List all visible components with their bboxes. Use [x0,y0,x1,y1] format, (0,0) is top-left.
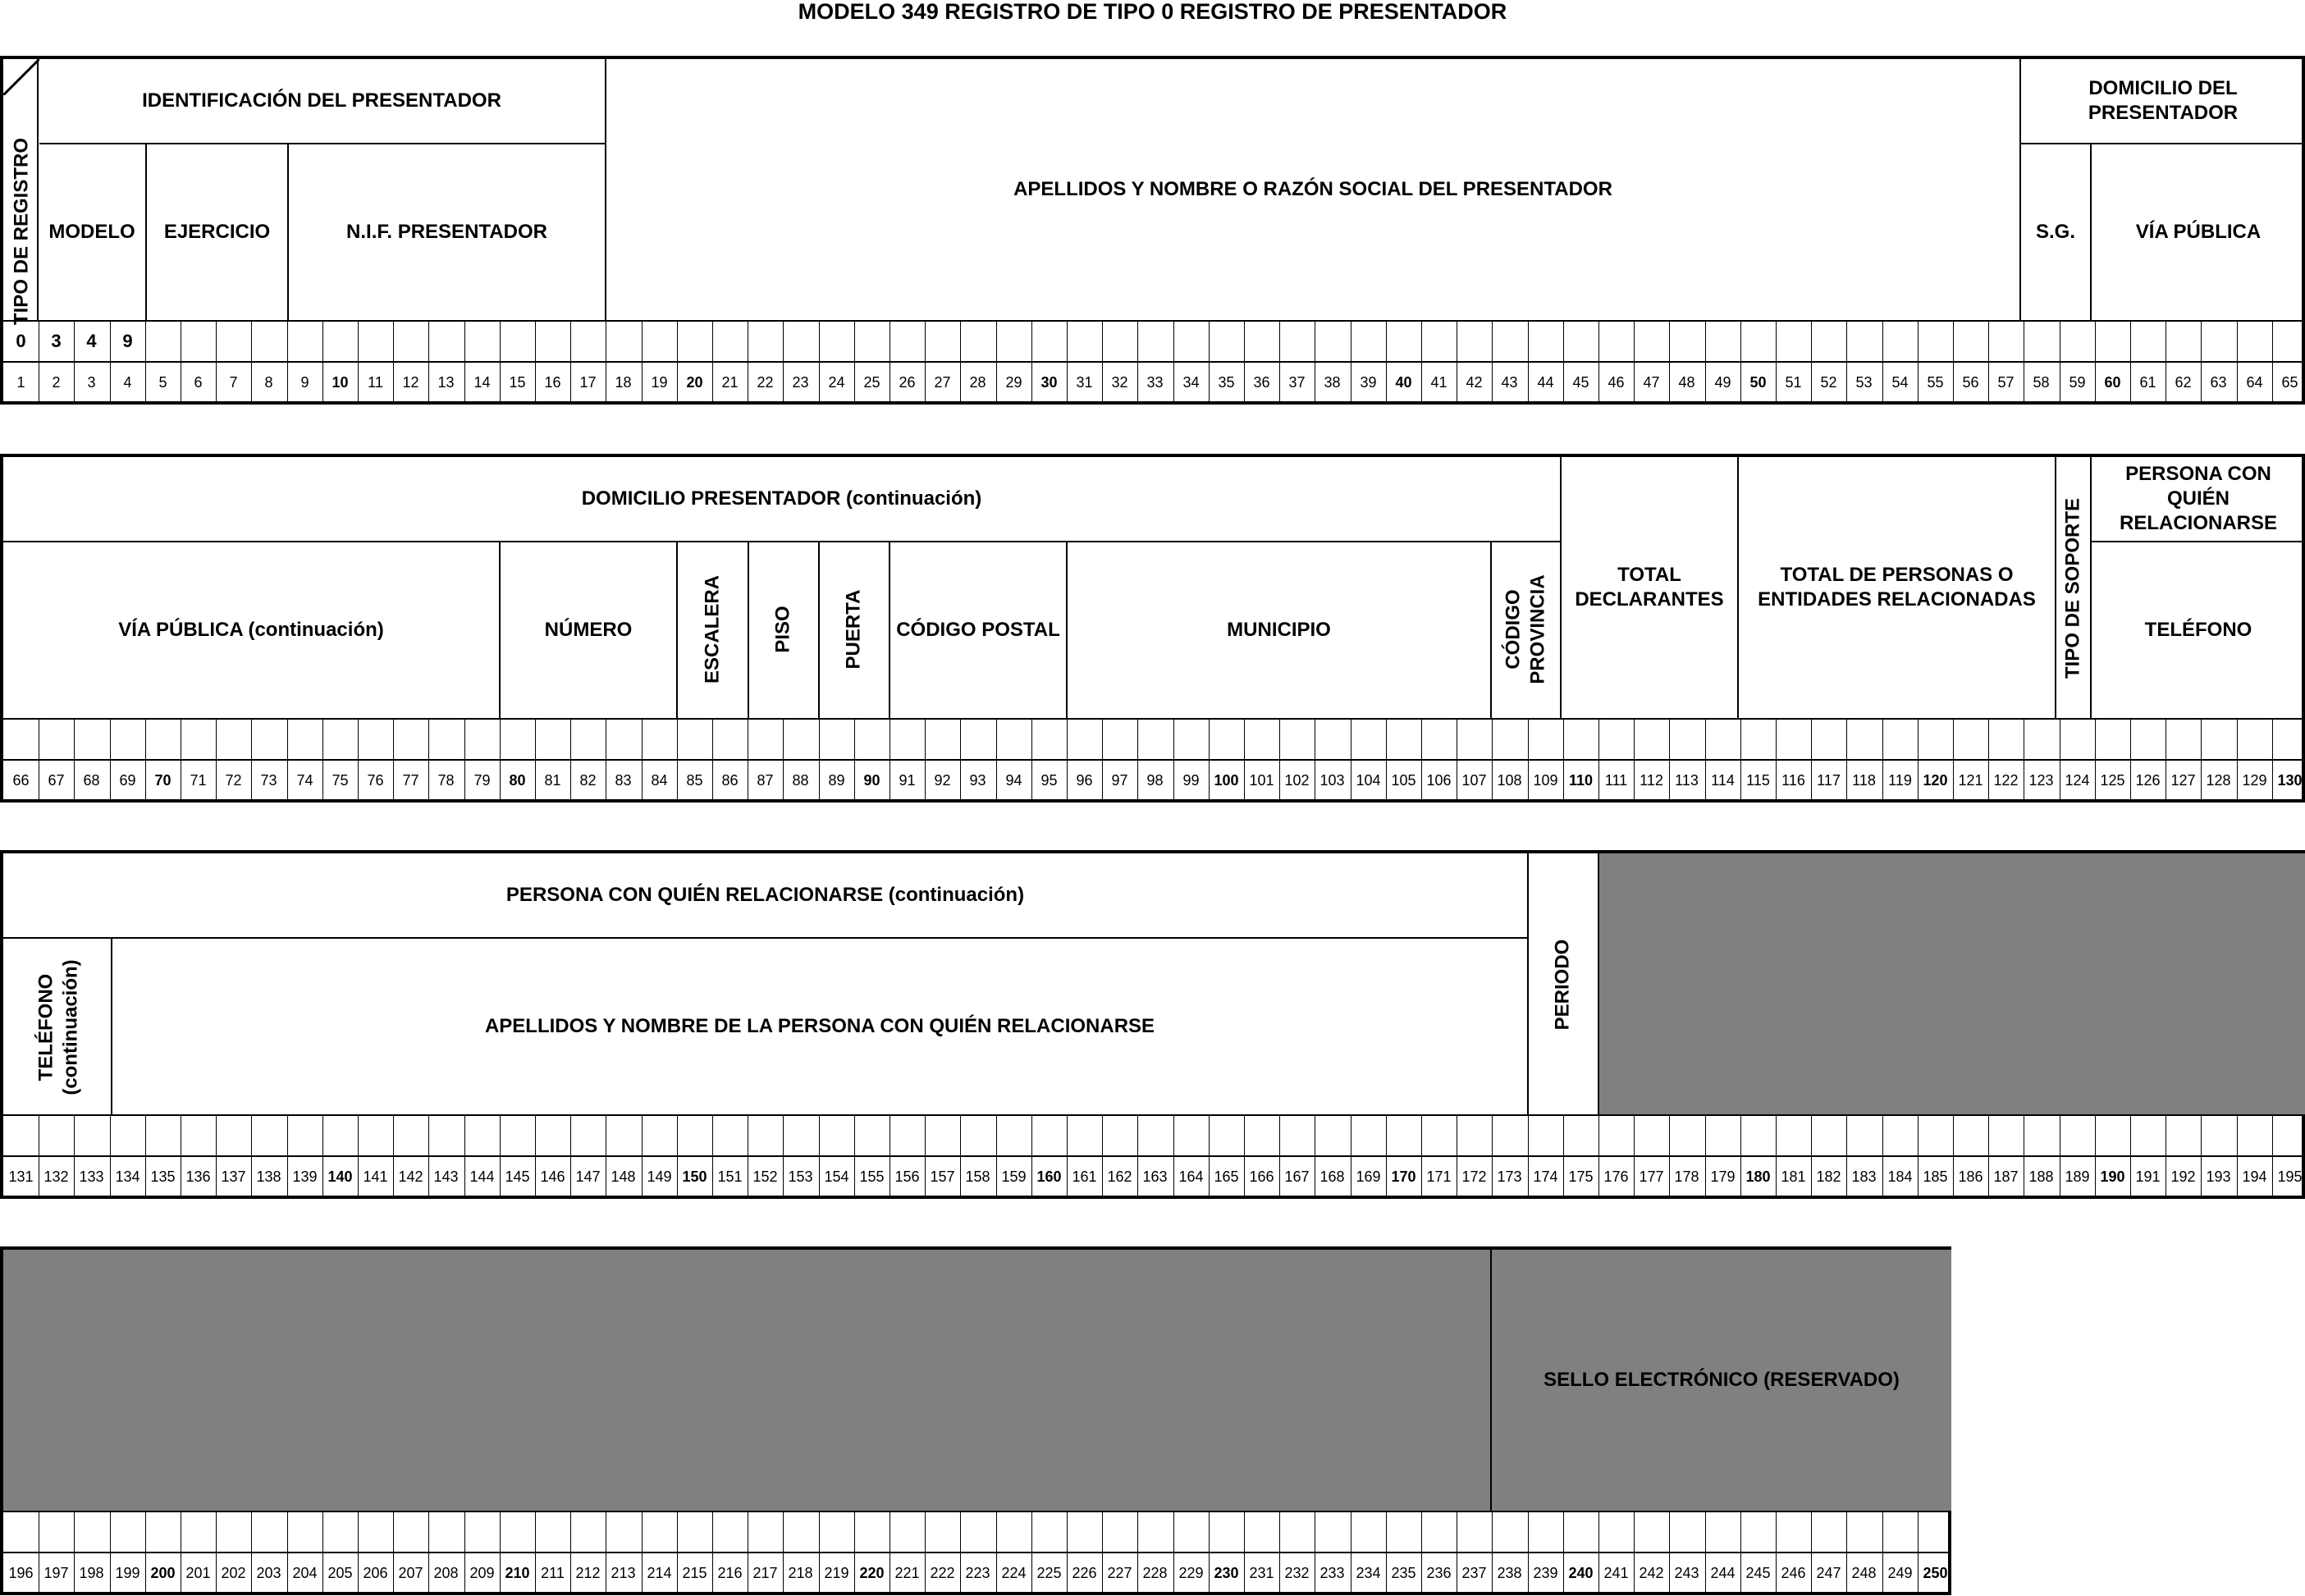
position-number: 139 [292,1168,318,1185]
position-number: 55 [1927,374,1944,391]
position-number: 137 [221,1168,246,1185]
codigo-provincia-line1: CÓDIGO [1502,589,1525,670]
position-number: 234 [1356,1565,1381,1581]
position-number: 49 [1714,374,1731,391]
position-number: 166 [1249,1168,1274,1185]
position-number: 224 [1001,1565,1027,1581]
codigo-postal-header: CÓDIGO POSTAL [896,619,1060,641]
position-number: 149 [647,1168,672,1185]
total-personas-header: TOTAL DE PERSONAS O ENTIDADES RELACIONADAS [1758,564,2036,611]
position-number: 131 [8,1168,34,1185]
position-number: 94 [1005,772,1022,789]
position-number: 225 [1036,1565,1062,1581]
position-number: 6 [194,374,203,391]
position-number: 205 [327,1565,353,1581]
position-number: 218 [788,1565,813,1581]
position-number: 48 [1678,374,1695,391]
position-number: 116 [1781,772,1805,789]
position-number: 13 [437,374,455,391]
position-number: 60 [2104,374,2121,391]
position-number: 185 [1923,1168,1948,1185]
position-number: 200 [150,1565,176,1581]
position-number: 240 [1568,1565,1594,1581]
position-number: 79 [473,772,491,789]
position-number: 203 [256,1565,281,1581]
position-number: 124 [2065,772,2090,789]
position-number: 86 [721,772,739,789]
position-number: 36 [1253,374,1270,391]
position-number: 135 [150,1168,176,1185]
position-number: 236 [1426,1565,1452,1581]
position-number: 147 [575,1168,601,1185]
via-publica-header: VÍA PÚBLICA [2135,221,2262,243]
position-number: 110 [1568,772,1594,789]
position-number: 121 [1958,772,1983,789]
position-number: 103 [1319,772,1345,789]
escalera-header: ESCALERA [701,574,724,684]
position-number: 32 [1111,374,1128,391]
position-number: 81 [544,772,561,789]
position-number: 85 [686,772,703,789]
position-number: 113 [1675,772,1699,789]
position-number: 9 [300,374,309,391]
telefono-cont-line2: (continuación) [59,959,82,1095]
position-number: 212 [575,1565,601,1581]
persona-cont-header: PERSONA CON QUIÉN RELACIONARSE (continuación) [505,884,1025,906]
position-number: 1 [16,374,25,391]
position-number: 150 [682,1168,707,1185]
sg-header: S.G. [2035,221,2075,243]
position-number: 62 [2175,374,2192,391]
position-number: 192 [2170,1168,2196,1185]
position-number: 222 [930,1565,955,1581]
position-number: 25 [863,374,880,391]
domicilio-header: DOMICILIO DEL PRESENTADOR [2088,77,2239,124]
position-number: 169 [1356,1168,1381,1185]
position-number: 29 [1005,374,1022,391]
position-number: 72 [225,772,242,789]
sello-electronico-label: SELLO ELECTRÓNICO (RESERVADO) [1544,1369,1900,1391]
sello-block [0,1246,1951,1595]
position-number: 128 [2206,772,2231,789]
position-number: 78 [437,772,455,789]
position-number: 83 [615,772,632,789]
position-number: 217 [752,1565,778,1581]
position-number: 211 [541,1565,565,1581]
position-number: 120 [1923,772,1948,789]
position-number: 65 [2281,374,2298,391]
position-number: 204 [292,1565,318,1581]
periodo-header: PERIODO [1551,939,1574,1031]
position-number: 162 [1107,1168,1132,1185]
position-number: 245 [1745,1565,1771,1581]
position-number: 195 [2277,1168,2303,1185]
position-number: 207 [398,1565,423,1581]
position-number: 58 [2033,374,2050,391]
position-number: 142 [398,1168,423,1185]
position-number: 197 [43,1565,69,1581]
position-number: 201 [185,1565,211,1581]
position-number: 231 [1249,1565,1274,1581]
position-number: 42 [1466,374,1483,391]
position-number: 4 [123,374,132,391]
position-number: 180 [1745,1168,1771,1185]
position-number: 90 [863,772,880,789]
position-number: 213 [611,1565,636,1581]
position-number: 31 [1076,374,1093,391]
position-number: 34 [1182,374,1200,391]
presenter-identification-block [0,56,2305,405]
position-number: 161 [1072,1168,1097,1185]
position-number: 219 [824,1565,849,1581]
persona-continuation-block [0,850,2305,1199]
position-number: 33 [1146,374,1164,391]
position-number: 155 [859,1168,885,1185]
position-number: 39 [1360,374,1377,391]
position-number: 141 [363,1168,388,1185]
position-number: 215 [682,1565,707,1581]
shaded-area [1598,853,2305,1114]
position-number: 102 [1284,772,1310,789]
position-number: 74 [296,772,313,789]
position-number: 77 [402,772,419,789]
codigo-provincia-line2: PROVINCIA [1526,574,1549,684]
position-number: 232 [1284,1565,1310,1581]
position-number: 64 [2246,374,2263,391]
position-number: 179 [1710,1168,1736,1185]
position-number: 26 [899,374,916,391]
nif-header: N.I.F. PRESENTADOR [346,221,547,243]
position-number: 165 [1214,1168,1239,1185]
position-number: 5 [158,374,167,391]
position-number: 144 [469,1168,495,1185]
position-number: 122 [1993,772,2019,789]
position-number: 67 [48,772,65,789]
position-number: 35 [1218,374,1235,391]
telefono-header: TELÉFONO [2144,619,2252,641]
piso-header: PISO [771,606,794,653]
position-number: 153 [788,1168,813,1185]
position-number: 221 [894,1565,920,1581]
position-number: 106 [1426,772,1452,789]
position-number: 194 [2242,1168,2267,1185]
position-number: 196 [8,1565,34,1581]
position-number: 126 [2135,772,2161,789]
position-number: 96 [1076,772,1093,789]
position-number: 167 [1284,1168,1310,1185]
position-number: 247 [1816,1565,1841,1581]
position-number: 160 [1036,1168,1062,1185]
fixed-value: 0 [16,331,26,351]
position-number: 108 [1497,772,1522,789]
position-number: 216 [717,1565,743,1581]
position-number: 69 [119,772,136,789]
position-number: 146 [540,1168,565,1185]
total-declarantes-header: TOTAL DECLARANTES [1575,564,1724,611]
position-number: 174 [1533,1168,1558,1185]
position-number: 123 [2028,772,2054,789]
position-number: 117 [1817,772,1841,789]
position-number: 8 [264,374,273,391]
position-number: 246 [1781,1565,1806,1581]
position-number: 208 [433,1565,459,1581]
position-number: 202 [221,1565,246,1581]
tipo-soporte-header: TIPO DE SOPORTE [2061,497,2084,679]
position-number: 230 [1214,1565,1239,1581]
position-number: 171 [1426,1168,1452,1185]
position-number: 17 [579,374,597,391]
position-number: 46 [1608,374,1625,391]
position-number: 250 [1923,1565,1948,1581]
position-number: 186 [1958,1168,1983,1185]
position-number: 3 [87,374,96,391]
position-number: 37 [1288,374,1306,391]
position-number: 158 [965,1168,990,1185]
position-number: 63 [2210,374,2227,391]
position-number: 24 [828,374,845,391]
position-number: 40 [1395,374,1412,391]
position-number: 100 [1214,772,1239,789]
position-number: 18 [615,374,632,391]
position-number: 56 [1962,374,1979,391]
position-number: 20 [686,374,703,391]
position-number: 23 [792,374,809,391]
position-number: 226 [1072,1565,1097,1581]
position-number: 140 [327,1168,353,1185]
position-number: 68 [83,772,100,789]
position-number: 118 [1852,772,1876,789]
position-number: 45 [1572,374,1589,391]
position-number: 129 [2242,772,2267,789]
position-number: 80 [509,772,526,789]
position-number: 239 [1533,1565,1558,1581]
position-number: 199 [115,1565,140,1581]
position-number: 148 [611,1168,636,1185]
position-number: 82 [579,772,597,789]
position-number: 209 [469,1565,495,1581]
telefono-cont-line1: TELÉFONO [34,973,57,1082]
corner-diagonal [3,59,39,95]
via-publica-cont-header: VÍA PÚBLICA (continuación) [118,619,384,641]
position-number: 177 [1639,1168,1664,1185]
position-number: 12 [402,374,419,391]
position-number: 51 [1785,374,1802,391]
ejercicio-header: EJERCICIO [163,221,271,243]
fixed-value: 3 [51,331,62,351]
tipo-registro-label: TIPO DE REGISTRO [10,137,33,326]
apellidos-header: APELLIDOS Y NOMBRE O RAZÓN SOCIAL DEL PRESENTADOR [1013,178,1612,200]
position-number: 71 [190,772,207,789]
apellidos-persona-header: APELLIDOS Y NOMBRE DE LA PERSONA CON QUIÉN RELACIONARSE [484,1015,1155,1037]
position-number: 109 [1533,772,1558,789]
position-number: 15 [509,374,526,391]
position-number: 14 [473,374,491,391]
position-number: 66 [12,772,30,789]
position-number: 183 [1851,1168,1877,1185]
position-number: 30 [1040,374,1058,391]
position-number: 99 [1182,772,1200,789]
puerta-header: PUERTA [842,589,865,670]
position-number: 248 [1851,1565,1877,1581]
position-number: 228 [1142,1565,1168,1581]
position-number: 136 [185,1168,211,1185]
position-number: 104 [1356,772,1381,789]
position-number: 151 [717,1168,743,1185]
position-number: 75 [332,772,349,789]
position-number: 233 [1319,1565,1345,1581]
position-number: 16 [544,374,561,391]
position-number: 61 [2139,374,2156,391]
domicilio-cont-header: DOMICILIO PRESENTADOR (continuación) [581,487,982,510]
position-number: 59 [2069,374,2086,391]
position-number: 87 [757,772,774,789]
position-number: 27 [934,374,951,391]
domicilio-continuation-block [0,454,2305,803]
position-number: 95 [1040,772,1058,789]
position-number: 143 [433,1168,459,1185]
position-number: 10 [332,374,349,391]
position-number: 111 [1604,772,1628,789]
position-number: 21 [721,374,739,391]
position-number: 89 [828,772,845,789]
municipio-header: MUNICIPIO [1227,619,1331,641]
position-number: 190 [2100,1168,2125,1185]
position-number: 187 [1993,1168,2019,1185]
position-number: 152 [752,1168,778,1185]
position-number: 154 [824,1168,849,1185]
position-number: 22 [757,374,774,391]
position-number: 241 [1603,1565,1629,1581]
position-number: 28 [969,374,986,391]
position-number: 92 [934,772,951,789]
position-number: 38 [1324,374,1341,391]
position-number: 43 [1501,374,1518,391]
position-number: 105 [1391,772,1416,789]
position-number: 47 [1643,374,1660,391]
position-number: 188 [2028,1168,2054,1185]
position-number: 244 [1710,1565,1736,1581]
position-number: 125 [2100,772,2125,789]
position-number: 220 [859,1565,885,1581]
modelo-header: MODELO [48,221,135,243]
position-number: 52 [1820,374,1837,391]
position-number: 53 [1855,374,1873,391]
position-number: 198 [79,1565,104,1581]
position-number: 44 [1537,374,1554,391]
position-number: 97 [1111,772,1128,789]
position-number: 193 [2206,1168,2231,1185]
position-number: 73 [260,772,277,789]
position-number: 182 [1816,1168,1841,1185]
position-number: 175 [1568,1168,1594,1185]
position-number: 229 [1178,1565,1204,1581]
position-number: 93 [969,772,986,789]
position-number: 107 [1461,772,1487,789]
position-number: 138 [256,1168,281,1185]
position-number: 7 [229,374,238,391]
numero-header: NÚMERO [544,619,633,641]
position-number: 88 [792,772,809,789]
position-number: 19 [651,374,668,391]
position-number: 127 [2170,772,2196,789]
position-number: 157 [930,1168,955,1185]
position-number: 133 [79,1168,104,1185]
position-number: 54 [1891,374,1909,391]
position-number: 41 [1430,374,1447,391]
position-number: 164 [1178,1168,1204,1185]
fixed-value: 4 [86,331,97,351]
position-number: 242 [1639,1565,1664,1581]
position-number: 243 [1674,1565,1699,1581]
position-number: 214 [647,1565,672,1581]
position-number: 227 [1107,1565,1132,1581]
position-number: 178 [1674,1168,1699,1185]
identificacion-header: IDENTIFICACIÓN DEL PRESENTADOR [142,89,501,112]
position-number: 156 [894,1168,920,1185]
position-number: 170 [1391,1168,1416,1185]
position-number: 101 [1249,772,1274,789]
position-number: 210 [505,1565,530,1581]
position-number: 235 [1391,1565,1416,1581]
position-number: 57 [1997,374,2015,391]
position-number: 91 [899,772,916,789]
position-number: 163 [1142,1168,1168,1185]
position-number: 176 [1603,1168,1629,1185]
position-number: 145 [505,1168,530,1185]
fixed-value: 9 [122,331,133,351]
position-number: 70 [154,772,172,789]
position-number: 206 [363,1565,388,1581]
position-number: 132 [43,1168,69,1185]
position-number: 191 [2135,1168,2161,1185]
position-number: 237 [1461,1565,1487,1581]
position-number: 130 [2277,772,2303,789]
position-number: 173 [1497,1168,1522,1185]
position-number: 238 [1497,1565,1522,1581]
position-number: 184 [1887,1168,1913,1185]
position-number: 114 [1711,772,1735,789]
position-number: 134 [115,1168,140,1185]
position-number: 11 [368,374,383,391]
position-number: 115 [1746,772,1770,789]
position-number: 189 [2065,1168,2090,1185]
position-number: 172 [1461,1168,1487,1185]
position-number: 76 [367,772,384,789]
position-number: 159 [1001,1168,1027,1185]
position-number: 181 [1781,1168,1806,1185]
position-number: 249 [1887,1565,1913,1581]
persona-con-header: PERSONA CON QUIÉN RELACIONARSE [2119,463,2277,534]
position-number: 168 [1319,1168,1345,1185]
position-number: 98 [1146,772,1164,789]
position-number: 223 [965,1565,990,1581]
position-number: 84 [651,772,668,789]
position-number: 50 [1749,374,1767,391]
position-number: 119 [1888,772,1912,789]
position-number: 112 [1640,772,1663,789]
position-number: 2 [52,374,61,391]
page-title: MODELO 349 REGISTRO DE TIPO 0 REGISTRO DE PRESENTADOR [798,0,1507,24]
